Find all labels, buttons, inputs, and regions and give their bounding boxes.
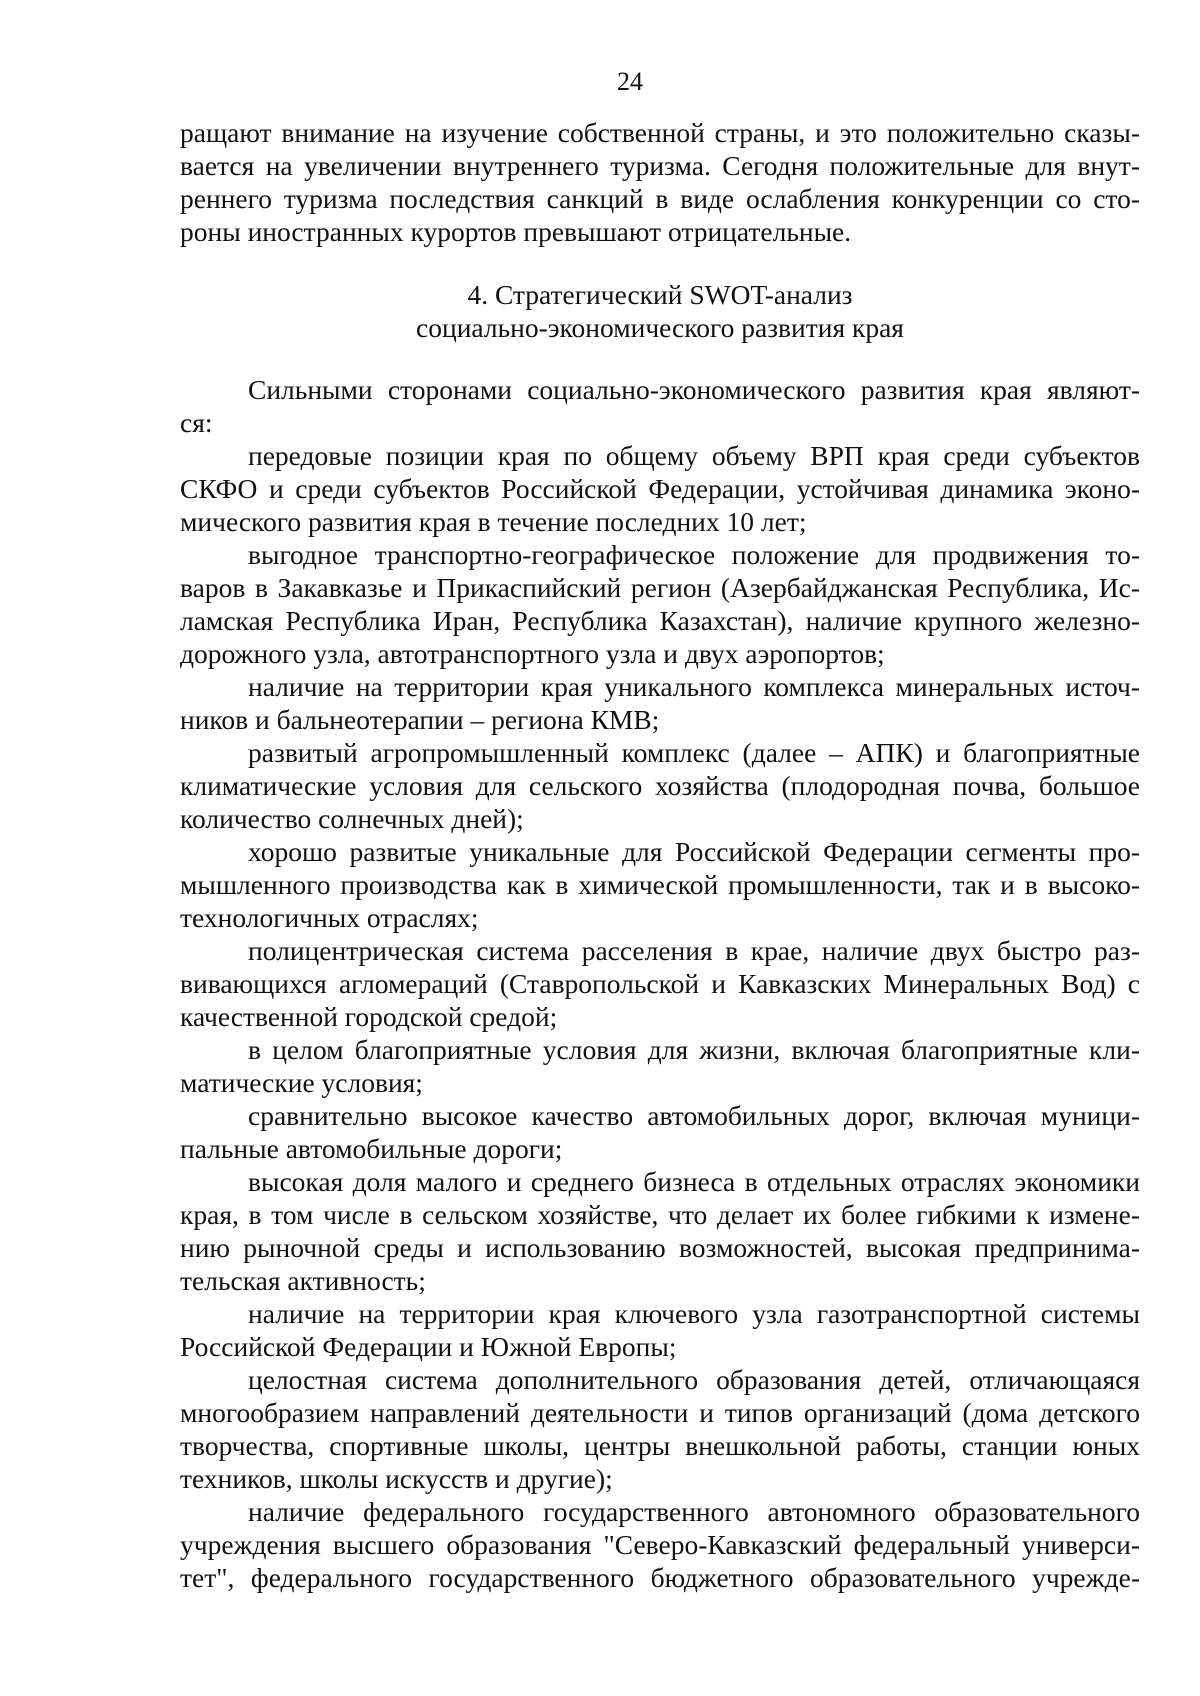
text-line: многообразием направлений деятельности и типов организаций (дома детского (180, 1397, 1140, 1428)
page-number: 24 (617, 67, 643, 96)
text-line: количество солнечных дней); (180, 803, 524, 834)
strength-item (180, 1495, 1140, 1594)
section-heading (180, 278, 1140, 344)
text-line: технологичных отраслях; (180, 902, 479, 933)
text-line: тет", федерального государственного бюджетного образовательного учрежде- (180, 1562, 1140, 1593)
text-line: сравнительно высокое качество автомобильных дорог, включая муници- (248, 1100, 1140, 1131)
text-line: ников и бальнеотерапии – региона КМВ; (180, 704, 660, 735)
text-line: пальные автомобильные дороги; (180, 1133, 563, 1164)
strengths-list (180, 373, 1140, 1594)
strength-item (180, 538, 1140, 670)
text-line: матические условия; (180, 1067, 423, 1098)
text-line: нию рыночной среды и использованию возможностей, высокая предпринима- (180, 1232, 1140, 1263)
text-line: развитый агропромышленный комплекс (далее – АПК) и благоприятные (248, 737, 1140, 768)
text-line: края, в том числе в сельском хозяйстве, что делает их более гибкими к измене- (180, 1199, 1140, 1230)
strength-item (180, 1297, 1140, 1363)
text-line: роны иностранных курортов превышают отрицательные. (180, 216, 852, 247)
text-line: наличие на территории края уникального комплекса минеральных источ- (248, 671, 1140, 702)
strength-item (180, 1165, 1140, 1297)
section-heading-line: социально-экономического развития края (416, 312, 904, 343)
strength-item (180, 835, 1140, 934)
intro-paragraph (180, 116, 1140, 248)
strength-item (180, 1363, 1140, 1495)
text-line: вается на увеличении внутреннего туризма. Сегодня положительные для внут- (180, 150, 1140, 181)
text-line: мического развития края в течение последних 10 лет; (180, 506, 807, 537)
text-line: качественной городской средой; (180, 1001, 558, 1032)
text-line: ращают внимание на изучение собственной страны, и это положительно сказы- (180, 117, 1140, 148)
text-line: Российской Федерации и Южной Европы; (180, 1331, 677, 1362)
text-line: наличие федерального государственного автономного образовательного (248, 1496, 1140, 1527)
text-line: реннего туризма последствия санкций в виде ослабления конкуренции со сто- (180, 183, 1140, 214)
text-line: полицентрическая система расселения в крае, наличие двух быстро раз- (248, 935, 1140, 966)
text-line: мышленного производства как в химической промышленности, так и в высоко- (180, 869, 1140, 900)
text-line: ламская Республика Иран, Республика Казахстан), наличие крупного железно- (180, 605, 1140, 636)
text-line: передовые позиции края по общему объему ВРП края среди субъектов (248, 440, 1140, 471)
text-line: СКФО и среди субъектов Российской Федерации, устойчивая динамика эконо- (180, 473, 1140, 504)
strength-item (180, 670, 1140, 736)
text-line: высокая доля малого и среднего бизнеса в отдельных отраслях экономики (248, 1166, 1140, 1197)
strength-item (180, 439, 1140, 538)
strength-item (180, 934, 1140, 1033)
text-line: климатические условия для сельского хозяйства (плодородная почва, большое (180, 770, 1140, 801)
text-line: ся: (180, 407, 213, 438)
text-line: творчества, спортивные школы, центры внешкольной работы, станции юных (180, 1430, 1140, 1461)
text-line: дорожного узла, автотранспортного узла и двух аэропортов; (180, 638, 885, 669)
text-line: варов в Закавказье и Прикаспийский регион (Азербайджанская Республика, Ис- (180, 572, 1140, 603)
section-heading-line: 4. Стратегический SWOT-анализ (467, 279, 853, 310)
intro-strengths-paragraph (180, 373, 1140, 439)
text-line: наличие на территории края ключевого узла газотранспортной системы (248, 1298, 1140, 1329)
text-line: выгодное транспортно-географическое положение для продвижения то- (248, 539, 1140, 570)
text-line: вивающихся агломераций (Ставропольской и Кавказских Минеральных Вод) с (180, 968, 1140, 999)
strength-item (180, 1033, 1140, 1099)
text-line: Сильными сторонами социально-экономического развития края являют- (248, 374, 1140, 405)
text-line: хорошо развитые уникальные для Российской Федерации сегменты про- (248, 836, 1140, 867)
text-line: техников, школы искусств и другие); (180, 1463, 613, 1494)
text-line: тельская активность; (180, 1265, 426, 1296)
strength-item (180, 736, 1140, 835)
strength-item (180, 1099, 1140, 1165)
text-line: целостная система дополнительного образования детей, отличающаяся (248, 1364, 1140, 1395)
text-line: в целом благоприятные условия для жизни, включая благоприятные кли- (248, 1034, 1140, 1065)
text-line: учреждения высшего образования "Северо-Кавказский федеральный универси- (180, 1529, 1140, 1560)
